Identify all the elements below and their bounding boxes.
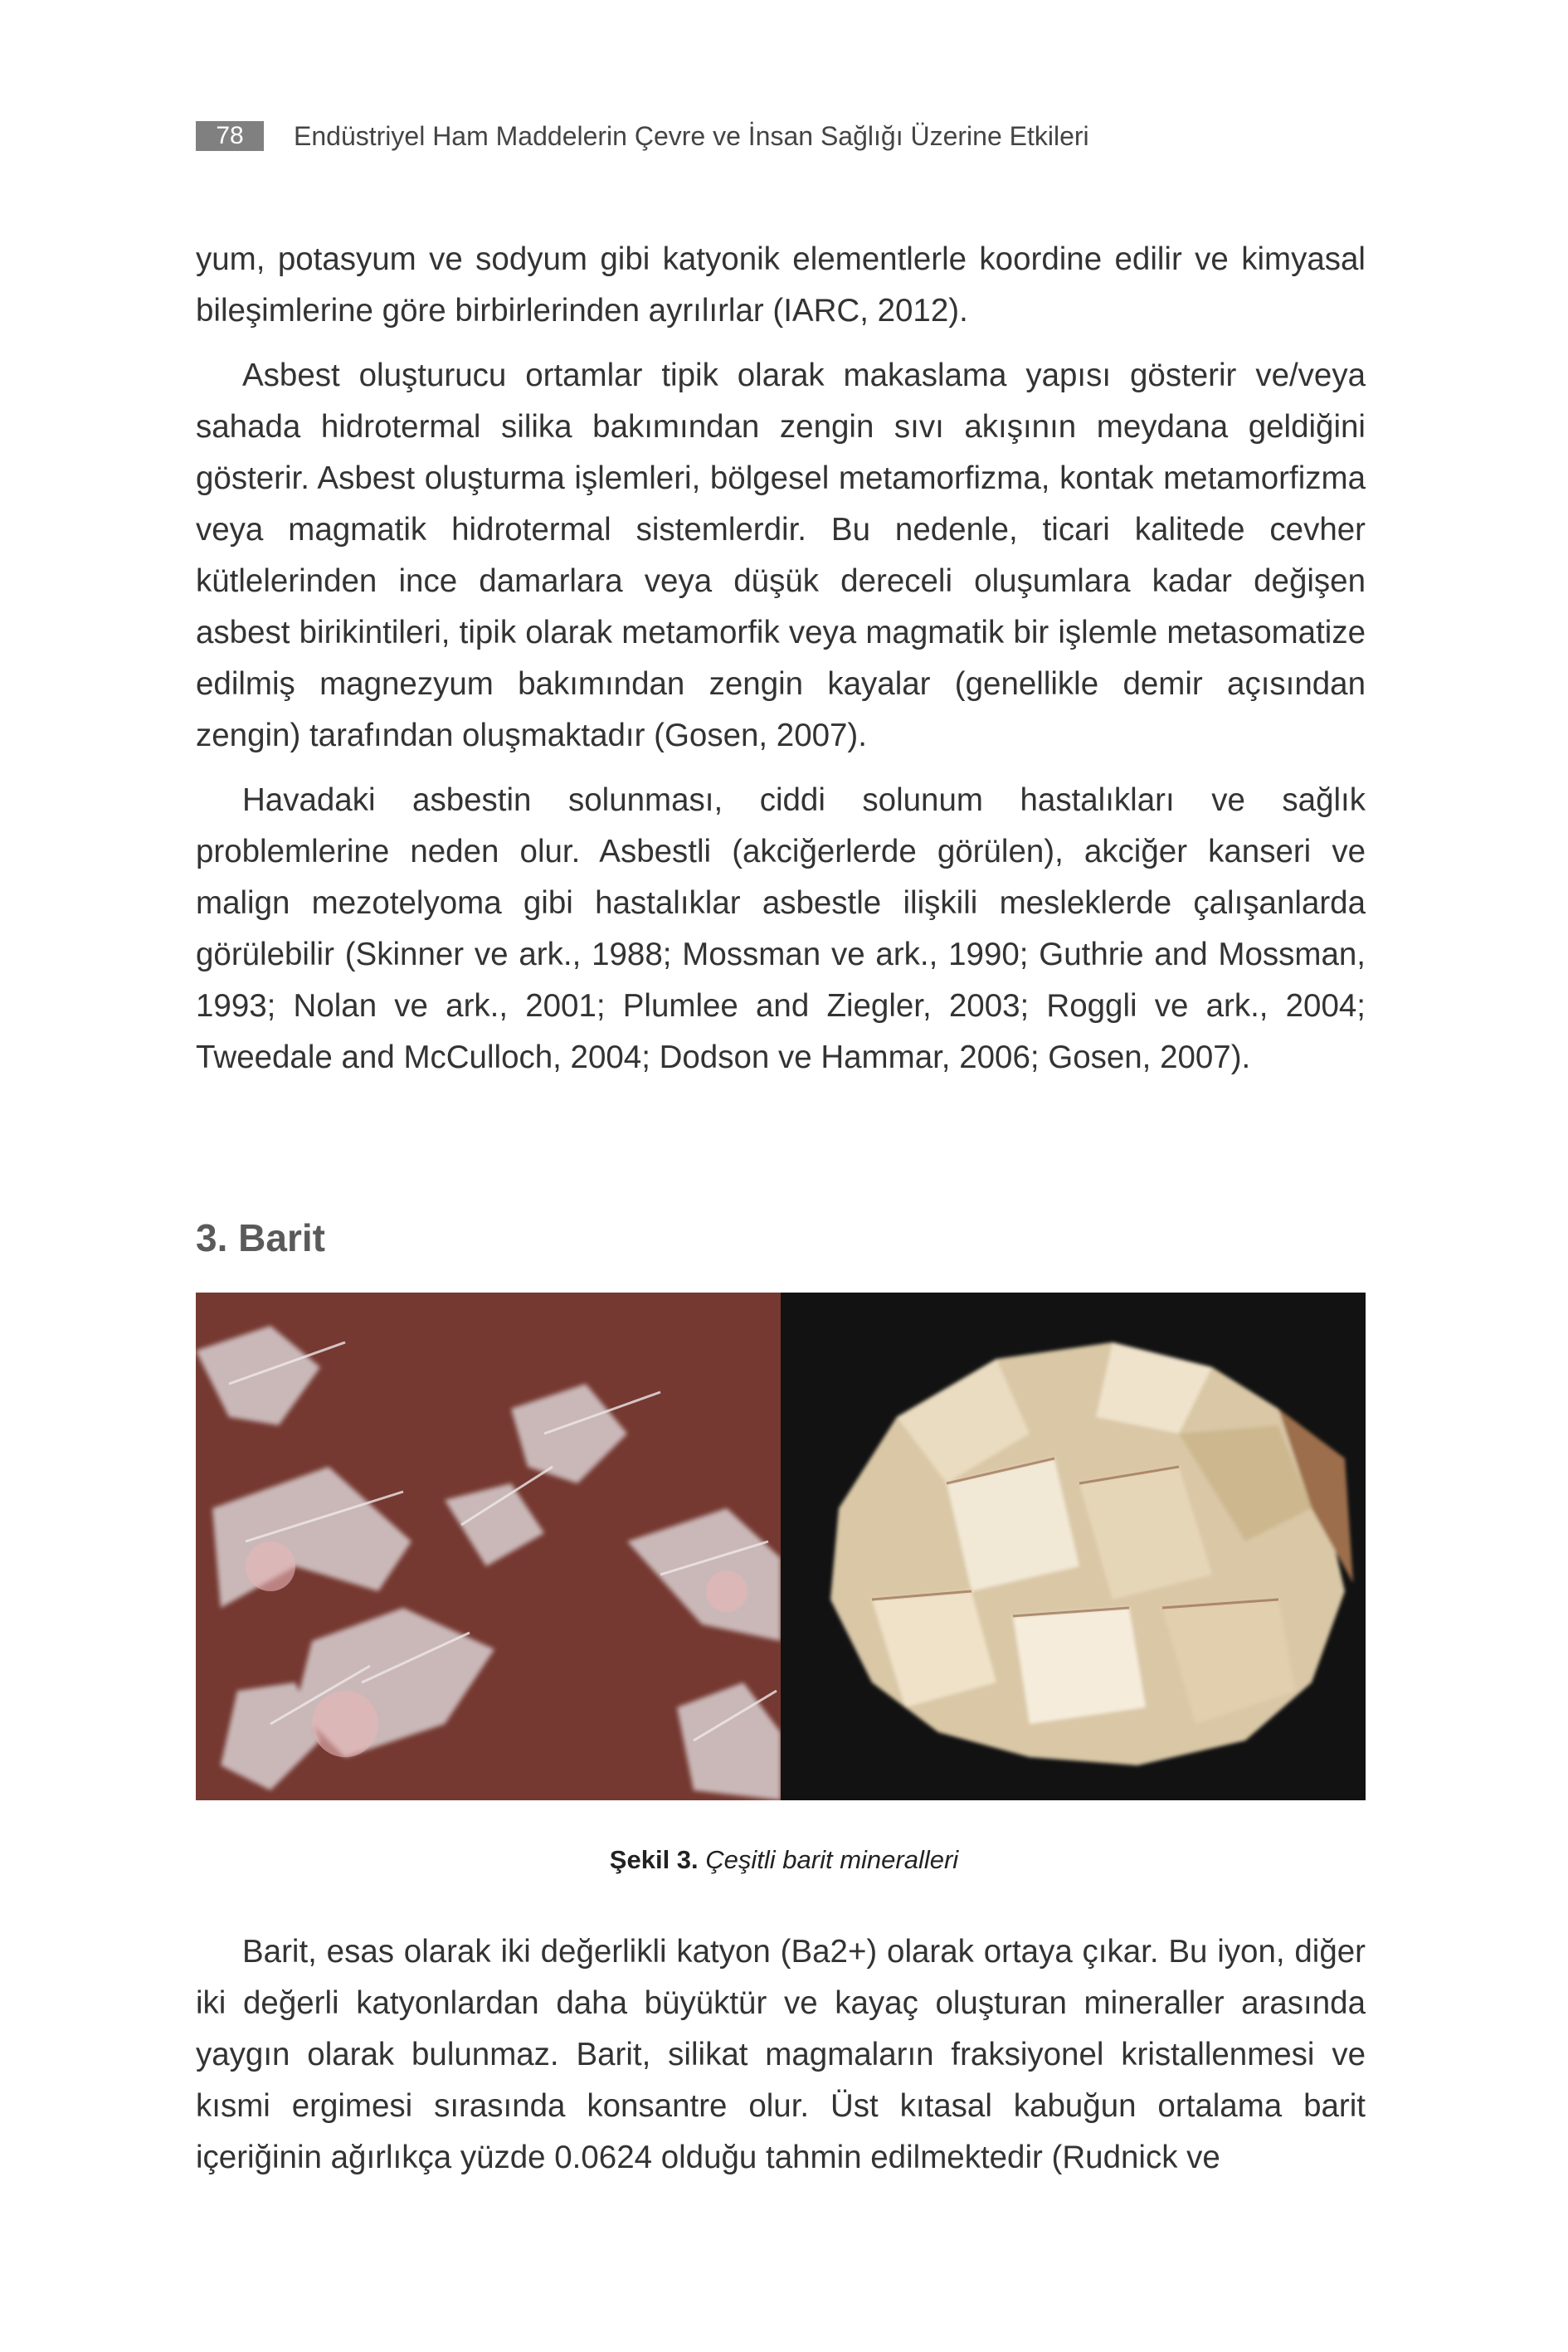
- body-text-bottom: [196, 1926, 1366, 2197]
- section-heading: 3. Barit: [196, 1216, 325, 1259]
- photo-barite-crystals: [781, 1293, 1366, 1800]
- figure-description: Çeşitli barit mineralleri: [705, 1845, 959, 1874]
- figure-label: Şekil 3.: [609, 1845, 699, 1874]
- body-text-top: [196, 234, 1366, 1097]
- page-header: [196, 121, 1366, 154]
- figure-caption: [0, 1845, 1568, 1875]
- paragraph-asbest-ortamlar: Asbest oluşturucu ortamlar tipik olarak makaslama yapısı gösterir ve/veya sahada hidrotermal silika bakımından zengin sıvı akışının meydana geldiğini gösterir. Asbest oluşturma işlemleri, bölgesel metamorfizma, kontak metamorfizma veya magmatik hidrotermal sistemlerdir. Bu nedenle, ticari kalitede cevher kütlelerinden ince damarlara veya düşük dereceli oluşumlara kadar değişen asbest birikintileri, tipik olarak metamorfik veya magmatik bir işlemle metasomatize edilmiş magnezyum bakımından zengin kayalar (genellikle demir açısından zengin) tarafından oluşmaktadır (Gosen, 2007).: [196, 358, 1366, 753]
- paragraph-barit: Barit, esas olarak iki değerlikli katyon (Ba2+) olarak ortaya çıkar. Bu iyon, diğer iki değerli katyonlardan daha büyüktür ve kayaç oluşturan mineraller arasında yaygın olarak bulunmaz. Barit, silikat magmaların fraksiyonel kristallenmesi ve kısmi ergimesi sırasında konsantre olur. Üst kıtasal kabuğun ortalama barit içeriğinin ağırlıkça yüzde 0.0624 olduğu tahmin edilmektedir (Rudnick ve: [196, 1934, 1366, 2175]
- running-title: Endüstriyel Ham Maddelerin Çevre ve İnsan Sağlığı Üzerine Etkileri: [294, 121, 1089, 151]
- photo-fibrous-mineral: [196, 1293, 781, 1800]
- paragraph-asbest-saglik: Havadaki asbestin solunması, ciddi solunum hastalıkları ve sağlık problemlerine neden olur. Asbestli (akciğerlerde görülen), akciğer kanseri ve malign mezotelyoma gibi hastalıklar asbestle ilişkili mesleklerde çalışanlarda görülebilir (Skinner ve ark., 1988; Mossman ve ark., 1990; Guthrie and Mossman, 1993; Nolan ve ark., 2001; Plumlee and Ziegler, 2003; Roggli ve ark., 2004; Tweedale and McCulloch, 2004; Dodson ve Hammar, 2006; Gosen, 2007).: [196, 782, 1366, 1075]
- figure-barit: [196, 1293, 1366, 1800]
- paragraph-continuation: yum, potasyum ve sodyum gibi katyonik elementlerle koordine edilir ve kimyasal bileşimlerine göre birbirlerinden ayrılırlar (IARC, 2012).: [196, 241, 1366, 329]
- page-number: 78: [196, 121, 264, 151]
